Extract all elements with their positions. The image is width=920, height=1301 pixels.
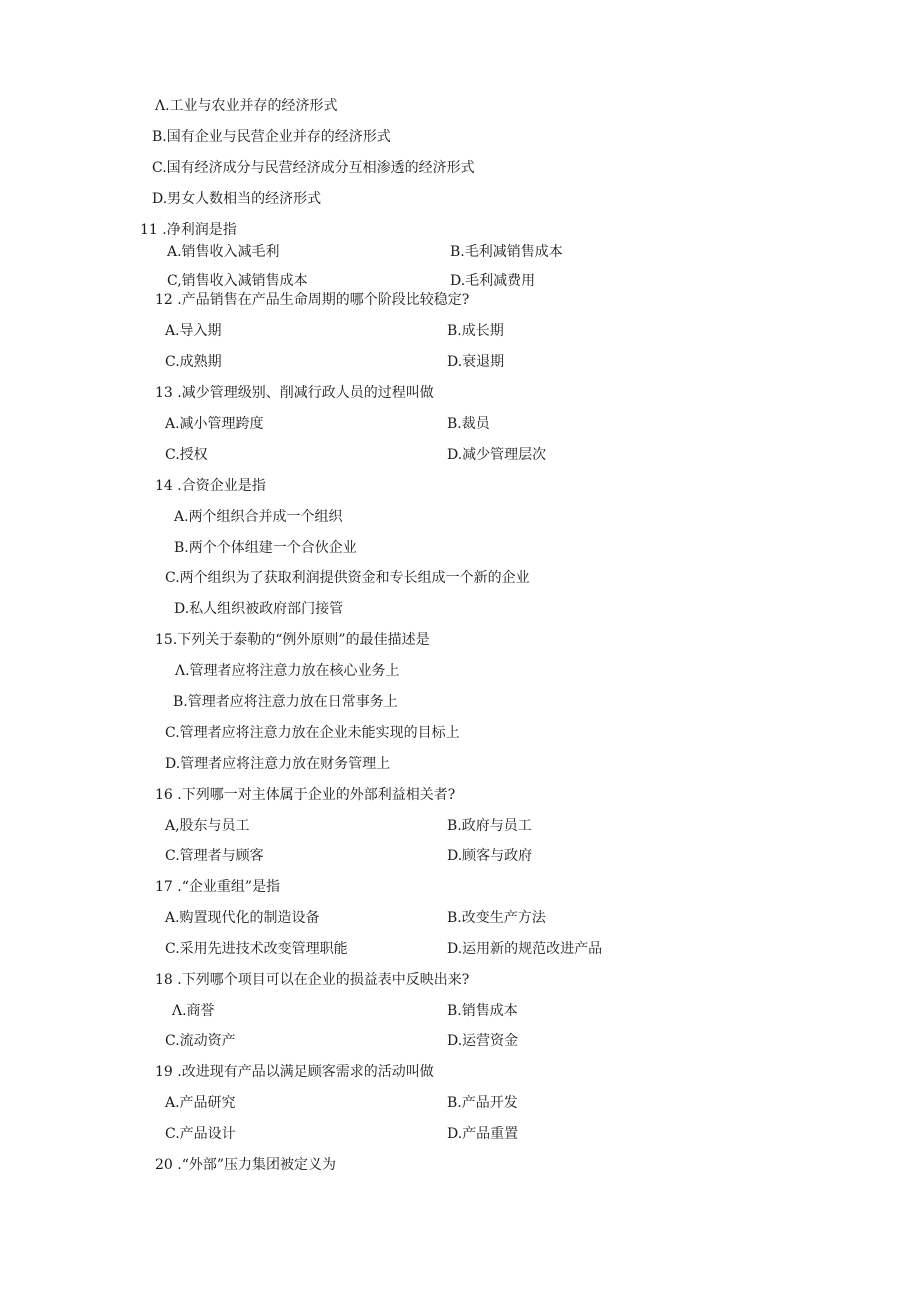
q14-option-d: D.私人组织被政府部门接管 [174, 601, 344, 617]
q14-option-b: B.两个个体组建一个合伙企业 [174, 540, 357, 556]
q10-option-a: Λ.工业与农业并存的经济形式 [155, 98, 338, 114]
q15-question: 15.下列关于泰勒的“例外原则”的最佳描述是 [155, 632, 430, 648]
q11-option-c: C,销售收入减销售成本 [167, 273, 308, 289]
q15-option-d: D.管理者应将注意力放在财务管理上 [165, 756, 391, 772]
q10-option-d: D.男女人数相当的经济形式 [152, 191, 322, 207]
q11-option-a: A.销售收入减毛利 [167, 244, 280, 260]
q15-option-a: Λ.管理者应将注意力放在核心业务上 [175, 663, 400, 679]
q17-option-d: D.运用新的规范改进产品 [447, 941, 603, 957]
q16-option-a: A,股东与员工 [165, 818, 250, 834]
q18-option-d: D.运营资金 [447, 1033, 519, 1049]
q15-option-b: B.管理者应将注意力放在日常事务上 [173, 694, 398, 710]
q17-option-a: A.购置现代化的制造设备 [165, 910, 320, 926]
q18-option-b: B.销售成本 [447, 1003, 518, 1019]
q20-question: 20 .“外部”压力集团被定义为 [155, 1157, 337, 1173]
q10-option-c: C.国有经济成分与民营经济成分互相渗透的经济形式 [152, 160, 475, 176]
q17-question: 17 .“企业重组”是指 [155, 879, 281, 895]
q14-question: 14 .合资企业是指 [155, 478, 266, 494]
q16-option-c: C.管理者与顾客 [165, 848, 264, 864]
q18-option-a: Λ.商誉 [172, 1003, 215, 1019]
q12-option-b: B.成长期 [447, 323, 504, 339]
q16-option-b: B.政府与员工 [447, 818, 532, 834]
q12-option-c: C.成熟期 [165, 354, 222, 370]
q19-question: 19 .改进现有产品以满足顾客需求的活动叫做 [155, 1064, 434, 1080]
q13-option-d: D.减少管理层次 [447, 447, 547, 463]
q17-option-c: C.采用先进技术改变管理职能 [165, 941, 348, 957]
q18-option-c: C.流动资产 [165, 1033, 236, 1049]
q18-question: 18 .下列哪个项目可以在企业的损益表中反映出来? [155, 972, 470, 988]
q13-option-a: A.减小管理跨度 [165, 416, 264, 432]
q12-question: 12 .产品销售在产品生命周期的哪个阶段比较稳定? [155, 292, 470, 308]
q15-option-c: C.管理者应将注意力放在企业未能实现的目标上 [165, 725, 460, 741]
q16-option-d: D.顾客与政府 [447, 848, 533, 864]
q19-option-a: A.产品研究 [165, 1095, 236, 1111]
q10-option-b: B.国有企业与民营企业并存的经济形式 [152, 129, 391, 145]
q12-option-a: A.导入期 [165, 323, 222, 339]
q13-option-b: B.裁员 [447, 416, 490, 432]
q19-option-b: B.产品开发 [447, 1095, 518, 1111]
q11-question: 11 .净利润是指 [140, 222, 237, 238]
q13-option-c: C.授权 [165, 447, 208, 463]
q19-option-c: C.产品设计 [165, 1126, 236, 1142]
q11-option-b: B.毛利减销售成本 [450, 244, 563, 260]
q16-question: 16 .下列哪一对主体属于企业的外部利益相关者? [155, 787, 456, 803]
q11-option-d: D.毛利减费用 [450, 273, 536, 289]
q19-option-d: D.产品重置 [447, 1126, 519, 1142]
q14-option-c: C.两个组织为了获取利润提供资金和专长组成一个新的企业 [165, 570, 530, 586]
q13-question: 13 .减少管理级别、削减行政人员的过程叫做 [155, 385, 434, 401]
q17-option-b: B.改变生产方法 [447, 910, 546, 926]
q14-option-a: A.两个组织合并成一个组织 [174, 509, 343, 525]
q12-option-d: D.衰退期 [447, 354, 505, 370]
